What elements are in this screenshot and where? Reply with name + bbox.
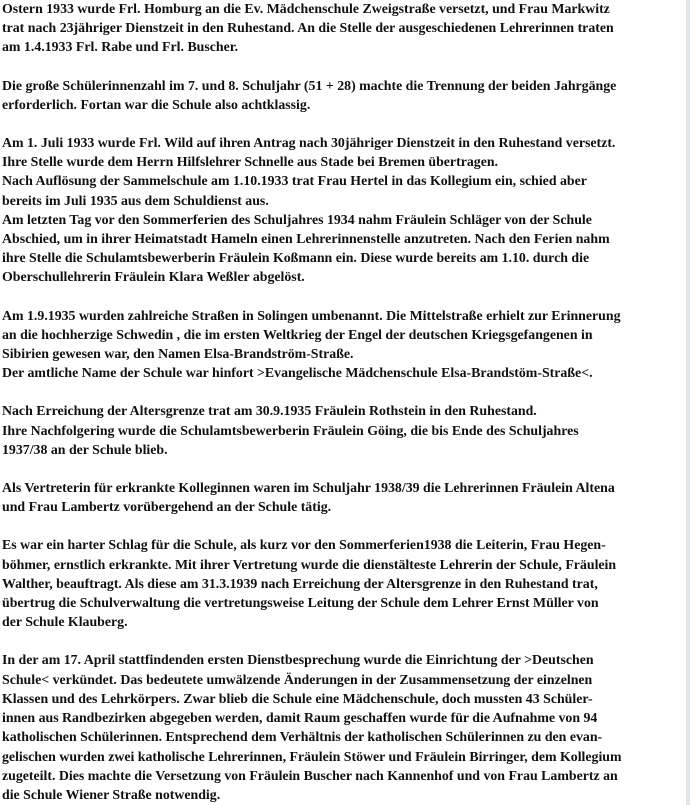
text-line: bereits im Juli 1935 aus dem Schuldienst aus. — [2, 193, 269, 209]
text-line: zugeteilt. Dies machte die Versetzung von Fräulein Buscher nach Kannenhof und von Frau Lambertz an — [2, 768, 618, 784]
text-line: Schule< verkündet. Das bedeutete umwälzende Änderungen in der Zusammensetzung der einzelnen — [2, 672, 593, 688]
text-line: Sibirien gewesen war, den Namen Elsa-Brandström-Straße. — [2, 347, 354, 363]
paragraph-7 — [2, 536, 688, 632]
text-line: böhmer, ernstlich erkrankte. Mit ihrer Vertretung wurde die dienstälteste Lehrerin der Schule, Fräulein — [2, 557, 617, 573]
text-line: erforderlich. Fortan war die Schule also achtklassig. — [2, 97, 311, 113]
text-line: Ostern 1933 wurde Frl. Homburg an die Ev. Mädchenschule Zweigstraße versetzt, und Frau Markwitz — [2, 2, 610, 17]
text-line: gelischen wurden zwei katholische Lehrerinnen, Fräulein Stöwer und Fräulein Birringer, dem Kollegium — [2, 749, 622, 765]
text-line: In der am 17. April stattfindenden ersten Dienstbesprechung wurde die Einrichtung der >Deutschen — [2, 653, 594, 669]
text-line: trat nach 23jähriger Dienstzeit in den Ruhestand. An die Stelle der ausgeschiedenen Lehrerinnen traten — [2, 21, 614, 37]
text-line: Ihre Nachfolgering wurde die Schulamtsbewerberin Fräulein Göing, die bis Ende des Schuljahres — [2, 423, 579, 439]
text-line: der Schule Klauberg. — [2, 615, 128, 631]
text-line: katholischen Schülerinnen. Entsprechend dem Verhältnis der katholischen Schülerinnen zu den evan- — [2, 730, 603, 746]
paragraph-5 — [2, 402, 688, 460]
text-line: Am 1.9.1935 wurden zahlreiche Straßen in Solingen umbenannt. Die Mittelstraße erhielt zur Erinnerung — [2, 308, 621, 324]
text-line: Am letzten Tag vor den Sommerferien des Schuljahres 1934 nahm Fräulein Schläger von der Schule — [2, 212, 592, 228]
text-line: Abschied, um in ihrer Heimatstadt Hameln einen Lehrerinnenstelle anzutreten. Nach den Ferien nahm — [2, 232, 610, 248]
paragraph-3 — [2, 134, 688, 288]
text-line: Walther, beauftragt. Als diese am 31.3.1939 nach Erreichung der Altersgrenze in den Ruhestand trat, — [2, 576, 598, 592]
paragraph-8 — [2, 651, 688, 805]
text-line: Der amtliche Name der Schule war hinfort >Evangelische Mädchenschule Elsa-Brandstöm-Straße<. — [2, 366, 593, 382]
paragraph-6 — [2, 479, 688, 517]
paragraph-2 — [2, 77, 688, 115]
text-line: Nach Auflösung der Sammelschule am 1.10.1933 trat Frau Hertel in das Kollegium ein, schied aber — [2, 174, 587, 190]
page-edge-strip — [686, 0, 690, 805]
text-line: Oberschullehrerin Fräulein Klara Weßler abgelöst. — [2, 270, 305, 286]
text-line: die Schule Wiener Straße notwendig. — [2, 787, 221, 803]
text-line: an die hochherzige Schwedin , die im ersten Weltkrieg der Engel der deutschen Kriegsgefangenen in — [2, 327, 593, 343]
paragraph-4 — [2, 307, 688, 384]
text-line: am 1.4.1933 Frl. Rabe und Frl. Buscher. — [2, 40, 239, 56]
text-line: 1937/38 an der Schule blieb. — [2, 442, 168, 458]
text-line: Am 1. Juli 1933 wurde Frl. Wild auf ihren Antrag nach 30jähriger Dienstzeit in den Ruhestand versetzt. — [2, 136, 616, 152]
text-line: ihre Stelle die Schulamtsbewerberin Fräulein Koßmann ein. Diese wurde bereits am 1.10. durch die — [2, 251, 590, 267]
paragraph-1 — [2, 0, 688, 58]
text-line: Klassen und des Lehrkörpers. Zwar blieb die Schule eine Mädchenschule, doch mussten 43 Schüler- — [2, 691, 593, 707]
text-line: Die große Schülerinnenzahl im 7. und 8. Schuljahr (51 + 28) machte die Trennung der beiden Jahrgänge — [2, 78, 617, 94]
text-line: Es war ein harter Schlag für die Schule, als kurz vor den Sommerferien1938 die Leiterin, Frau Hegen- — [2, 538, 606, 554]
text-line: und Frau Lambertz vorübergehend an der Schule tätig. — [2, 500, 332, 516]
text-line: übertrug die Schulverwaltung die vertretungsweise Leitung der Schule dem Lehrer Ernst Müller von — [2, 596, 599, 612]
text-line: Nach Erreichung der Altersgrenze trat am 30.9.1935 Fräulein Rothstein in den Ruhestand. — [2, 404, 537, 420]
text-line: Ihre Stelle wurde dem Herrn Hilfslehrer Schnelle aus Stade bei Bremen übertragen. — [2, 155, 499, 171]
text-line: Als Vertreterin für erkrankte Kolleginnen waren im Schuljahr 1938/39 die Lehrerinnen Fräulein Altena — [2, 481, 615, 497]
text-line: innen aus Randbezirken abgegeben werden, damit Raum geschaffen wurde für die Aufnahme von 94 — [2, 711, 598, 727]
